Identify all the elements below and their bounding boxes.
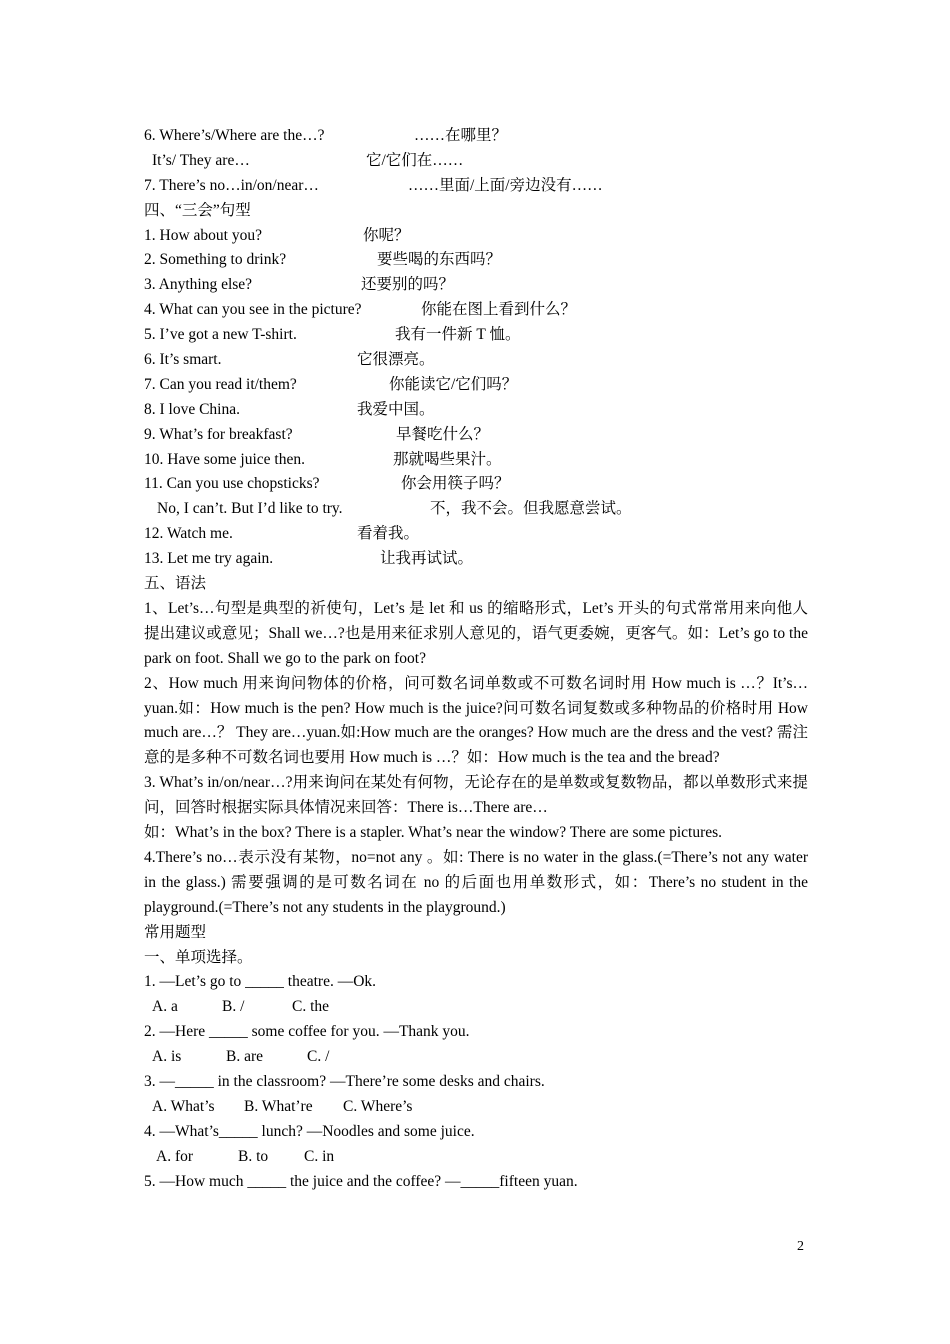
option-a: A. is xyxy=(152,1048,182,1066)
sentence-chinese: ……在哪里？ xyxy=(414,127,508,144)
sentence-chinese: 它/它们在…… xyxy=(366,151,464,169)
sentence-chinese: 你能在图上看到什么？ xyxy=(421,301,577,319)
sentence-row xyxy=(144,547,808,572)
sentence-english: 7. There’s no…in/on/near… xyxy=(144,176,319,194)
sentence-row xyxy=(144,124,808,149)
sentence-chinese: 让我再试试。 xyxy=(380,550,474,568)
question-text: 5. —How much _____ the juice and the coffee? —_____fifteen yuan. xyxy=(144,1172,578,1190)
sentence-row xyxy=(144,398,808,423)
sentence-english: 3. Anything else? xyxy=(144,276,253,294)
sentence-chinese: 不，我不会。但我愿意尝试。 xyxy=(430,500,632,518)
option-b: B. / xyxy=(222,998,245,1016)
option-a: A. for xyxy=(156,1147,194,1165)
option-b: B. What’re xyxy=(244,1097,313,1115)
sentence-english: It’s/ They are… xyxy=(152,151,250,169)
option-c: C. / xyxy=(307,1048,330,1066)
exercise-title: 一、单项选择。 xyxy=(144,948,253,966)
sentence-row xyxy=(144,472,808,497)
sentence-row xyxy=(144,373,808,398)
question-text: 1. —Let’s go to _____ theatre. —Ok. xyxy=(144,973,377,991)
sentence-chinese: 它很漂亮。 xyxy=(357,351,435,369)
sentence-chinese: ……里面/上面/旁边没有…… xyxy=(408,176,603,194)
sentence-english: 4. What can you see in the picture? xyxy=(144,301,362,319)
option-a: A. a xyxy=(152,998,178,1016)
sentence-chinese: 早餐吃什么？ xyxy=(396,425,490,443)
page-number: 2 xyxy=(797,1239,804,1254)
sentence-row xyxy=(144,448,808,473)
sentence-english: 6. It’s smart. xyxy=(144,351,222,369)
grammar-paragraph: 4.There’s no…表示没有某物，no=not any 。如: There is no water in the glass.(=There’s not any water in the glass.) 需要强调的是可数名词在 no 的后面也用单数形式，如：There’s no student in the playground.(=There’s not any students in the playground.) xyxy=(144,848,808,916)
sentence-row xyxy=(144,273,808,298)
sentence-row xyxy=(144,298,808,323)
sentence-chinese: 你能读它/它们吗？ xyxy=(389,375,518,393)
sentence-row xyxy=(144,174,808,199)
sentence-english: 9. What’s for breakfast? xyxy=(144,425,293,443)
exercise-heading: 常用题型 xyxy=(144,923,207,941)
sentence-chinese: 你会用筷子吗？ xyxy=(401,475,510,493)
grammar-paragraph: 1、Let’s…句型是典型的祈使句，Let’s 是 let 和 us 的缩略形式，Let’s 开头的句式常常用来向他人提出建议或意见；Shall we…?也是用来征求别人意见的，语气更委婉，更客气。如：Let’s go to the park on foot. Shall we go to the park on foot? xyxy=(144,599,808,667)
sentence-row xyxy=(144,248,808,273)
question-options xyxy=(144,1045,808,1070)
sentence-chinese: 还要别的吗？ xyxy=(361,276,455,294)
sentence-english: 10. Have some juice then. xyxy=(144,450,305,468)
grammar-paragraph: 2、How much 用来询问物体的价格，问可数名词单数或不可数名词时用 How much is …？It’s…yuan.如：How much is the pen? How much is the juice?问可数名词复数或多种物品的价格时用 How much are…？ They are…yuan.如:How much are the oranges? How much are the dress and the vest? 需注意的是多种不可数名词也要用 How much is …？如：How much is the tea and the bread? xyxy=(144,674,808,767)
sentence-row xyxy=(144,149,808,174)
sentence-row xyxy=(144,348,808,373)
sentence-english: 11. Can you use chopsticks? xyxy=(144,475,320,493)
question-options xyxy=(144,1145,808,1170)
option-c: C. in xyxy=(304,1147,335,1165)
sentence-row xyxy=(144,423,808,448)
sentence-english: 2. Something to drink? xyxy=(144,251,287,269)
grammar-paragraph: 3. What’s in/on/near…?用来询问在某处有何物，无论存在的是单数或复数物品，都以单数形式来提问，回答时根据实际具体情况来回答：There is…There are… xyxy=(144,774,808,817)
sentence-row xyxy=(144,497,808,522)
question-text: 2. —Here _____ some coffee for you. —Thank you. xyxy=(144,1023,470,1041)
sentence-english: 1. How about you? xyxy=(144,226,262,244)
sentence-chinese: 你呢？ xyxy=(363,226,410,244)
sentence-english: No, I can’t. But I’d like to try. xyxy=(157,500,343,518)
sentence-english: 13. Let me try again. xyxy=(144,550,274,568)
page-content xyxy=(144,124,808,1195)
sentence-english: 7. Can you read it/them? xyxy=(144,375,297,393)
sentence-row xyxy=(144,224,808,249)
sentence-chinese: 那就喝些果汁。 xyxy=(393,450,502,468)
sentence-english: 5. I’ve got a new T-shirt. xyxy=(144,326,297,344)
sentence-chinese: 我有一件新 T 恤。 xyxy=(395,326,521,344)
option-b: B. are xyxy=(226,1048,264,1066)
option-a: A. What’s xyxy=(152,1097,215,1115)
section-title: 五、语法 xyxy=(144,575,207,593)
sentence-english: 6. Where’s/Where are the…? xyxy=(144,127,325,144)
option-b: B. to xyxy=(238,1147,269,1165)
sentence-english: 8. I love China. xyxy=(144,400,240,418)
sentence-chinese: 看着我。 xyxy=(357,525,420,543)
question-options xyxy=(144,995,808,1020)
grammar-example: 如：What’s in the box? There is a stapler. What’s near the window? There are some pictures. xyxy=(144,824,723,842)
question-options xyxy=(144,1095,808,1120)
sentence-english: 12. Watch me. xyxy=(144,525,233,543)
section-title: 四、“三会”句型 xyxy=(144,201,251,219)
sentence-row xyxy=(144,522,808,547)
option-c: C. the xyxy=(292,998,330,1016)
sentence-chinese: 要些喝的东西吗？ xyxy=(377,251,502,269)
option-c: C. Where’s xyxy=(343,1097,413,1115)
sentence-chinese: 我爱中国。 xyxy=(357,400,435,418)
sentence-row xyxy=(144,323,808,348)
question-text: 4. —What’s_____ lunch? —Noodles and some juice. xyxy=(144,1122,475,1140)
question-text: 3. —_____ in the classroom? —There’re some desks and chairs. xyxy=(144,1073,545,1091)
